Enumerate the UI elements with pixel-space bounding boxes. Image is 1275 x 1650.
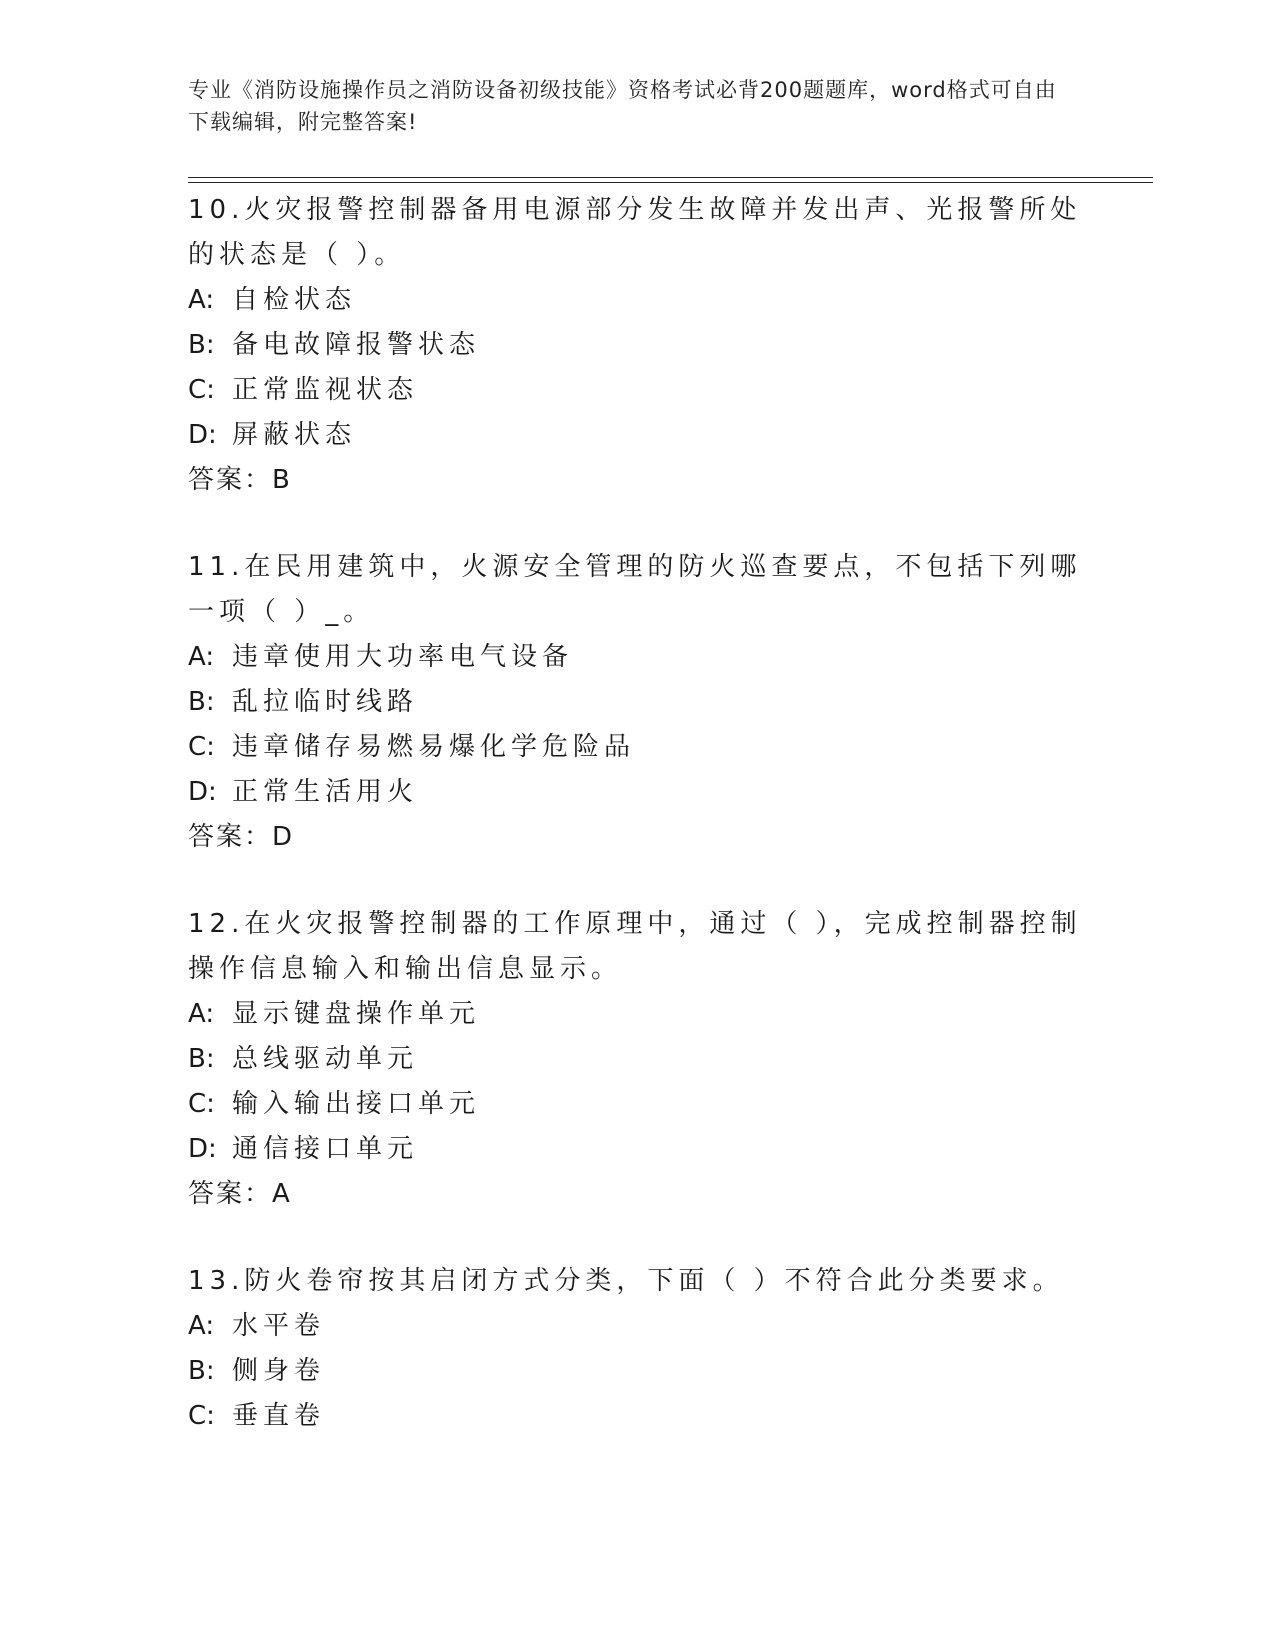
option-c [188,368,1088,413]
option-text: 正常生活用火 [232,777,419,807]
option-letter: A: [188,1311,215,1341]
question-11 [188,545,1088,860]
option-text: 垂直卷 [232,1401,326,1431]
option-letter: D: [188,777,217,807]
option-letter: B: [188,330,215,360]
option-text: 乱拉临时线路 [232,687,419,717]
option-text: 自检状态 [232,285,357,315]
option-b [188,1037,1088,1082]
option-text: 违章使用大功率电气设备 [232,642,574,672]
option-letter: D: [188,1134,217,1164]
question-text: 12.在火灾报警控制器的工作原理中，通过（ ），完成控制器控制操作信息输入和输出信息显示。 [188,909,1082,984]
option-a [188,1304,1088,1349]
option-c [188,725,1088,770]
option-text: 备电故障报警状态 [232,330,481,360]
option-text: 输入输出接口单元 [232,1089,481,1119]
option-c [188,1082,1088,1127]
answer-value: B [272,465,290,495]
option-text: 总线驱动单元 [232,1044,419,1074]
answer-value: A [272,1179,290,1209]
option-letter: C: [188,1401,215,1431]
option-text: 显示键盘操作单元 [232,999,481,1029]
option-text: 违章储存易燃易爆化学危险品 [232,732,636,762]
option-a [188,635,1088,680]
answer-value: D [272,822,293,852]
option-text: 通信接口单元 [232,1134,419,1164]
question-list [188,188,1088,1481]
option-letter: A: [188,285,215,315]
question-text: 10.火灾报警控制器备用电源部分发生故障并发出声、光报警所处的状态是（ ）。 [188,195,1082,270]
option-letter: D: [188,420,217,450]
question-text: 11.在民用建筑中，火源安全管理的防火巡查要点，不包括下列哪一项（ ）_。 [188,552,1082,627]
document-header: 专业《消防设施操作员之消防设备初级技能》资格考试必背200题题库，word格式可自由下载编辑，附完整答案! [188,78,1057,134]
option-d [188,770,1088,815]
question-10 [188,188,1088,503]
option-d [188,1127,1088,1172]
option-text: 水平卷 [232,1311,326,1341]
option-c [188,1394,1088,1439]
question-text: 13.防火卷帘按其启闭方式分类，下面（ ）不符合此分类要求。 [188,1266,1064,1296]
option-b [188,1349,1088,1394]
question-13 [188,1259,1088,1439]
option-letter: B: [188,687,215,717]
option-letter: C: [188,1089,215,1119]
header-rule-bottom [188,182,1153,183]
answer-label: 答案： [188,822,273,852]
header-rule-top [188,177,1153,178]
answer-line [188,1172,1088,1217]
question-12 [188,902,1088,1217]
answer-label: 答案： [188,1179,273,1209]
answer-line [188,815,1088,860]
option-d [188,413,1088,458]
option-text: 正常监视状态 [232,375,419,405]
answer-label: 答案： [188,465,273,495]
option-b [188,323,1088,368]
option-letter: C: [188,375,215,405]
option-letter: B: [188,1356,215,1386]
option-a [188,992,1088,1037]
option-text: 屏蔽状态 [232,420,357,450]
option-letter: C: [188,732,215,762]
option-letter: A: [188,642,215,672]
answer-line [188,458,1088,503]
option-letter: B: [188,1044,215,1074]
option-text: 侧身卷 [232,1356,326,1386]
option-a [188,278,1088,323]
option-letter: A: [188,999,215,1029]
option-b [188,680,1088,725]
